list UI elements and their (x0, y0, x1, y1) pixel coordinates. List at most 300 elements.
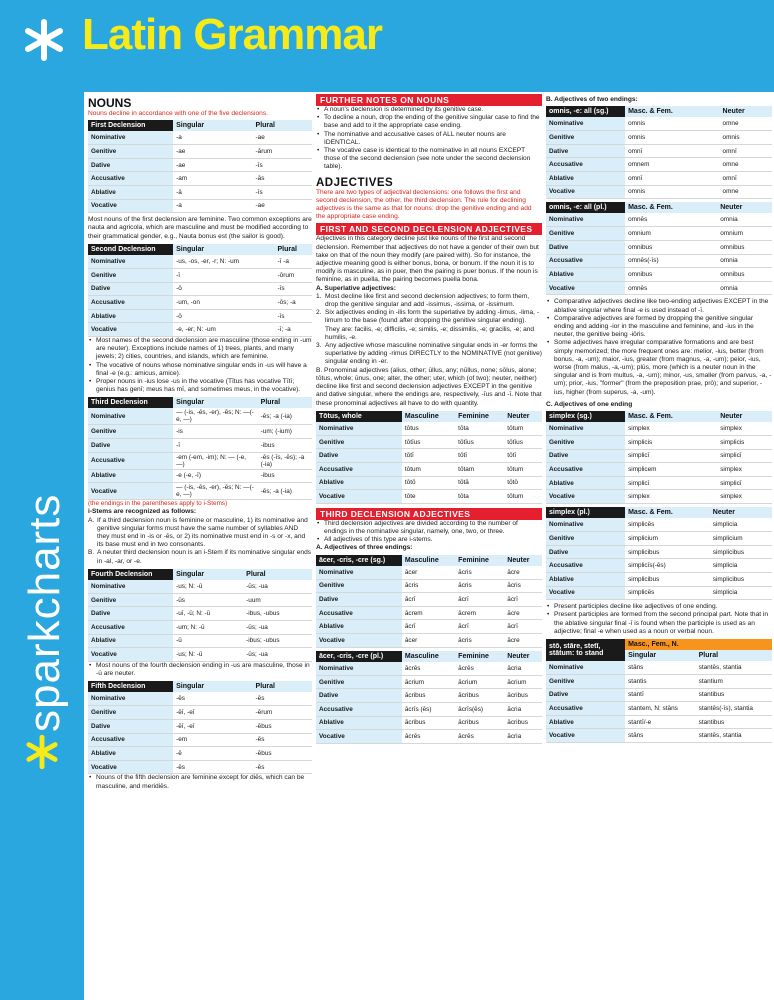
table-cell: tōtīus (455, 435, 504, 449)
table-cell: simplicium (625, 532, 710, 546)
table-row (546, 572, 772, 586)
simplex-singular-table (546, 411, 772, 504)
table-row (88, 296, 312, 310)
case-label: Vocative (546, 586, 625, 600)
second-declension-table (88, 244, 312, 337)
table-cell: stāns (625, 729, 696, 743)
table-cell: -īs (253, 158, 312, 172)
table-cell: omnium (717, 227, 772, 241)
column-header: Plural (243, 569, 312, 580)
table-cell: -ae (253, 199, 312, 213)
table-cell: -ūs; -ua (243, 648, 312, 662)
table-cell: -um; (-ium) (258, 425, 312, 439)
table-cell: -em (-em, -im); N: — (-e, —) (173, 452, 258, 469)
table-cell: -ū (173, 634, 243, 648)
table-title: First Declension (88, 120, 173, 131)
case-label: Nominative (546, 518, 625, 532)
table-row (88, 621, 312, 635)
table-row (546, 227, 772, 241)
case-label: Vocative (88, 323, 173, 337)
list-item: B. A neuter third declension noun is an i-Stem if its nominative singular ends in -al, -ar, or -e. (88, 549, 312, 565)
case-label: Accusative (546, 463, 625, 477)
table-cell: ācrīs (ēs) (402, 702, 455, 716)
table-row (88, 425, 312, 439)
table-cell: simplicibus (625, 572, 710, 586)
list-item: 2. Six adjectives ending in -ilis form the superlative by adding -limus, -lima, -limum to the base (found after dropping the genitive singular ending). They are: facilis, -e; difficilis, -e; similis, -e; dissimilis, -e; gracilis, -e; and humilis, -e. (316, 309, 540, 341)
table-row (88, 719, 312, 733)
table-cell: stantēs, stantia (696, 729, 772, 743)
column-header: Neuter (504, 555, 542, 566)
third-declension-adjectives-bar: THIRD DECLENSION ADJECTIVES (316, 508, 542, 520)
table-cell: simplicia (710, 586, 772, 600)
table-cell: ācrēs (455, 662, 504, 676)
table-cell: ācrīs(ēs) (455, 702, 504, 716)
table-cell: ācris (455, 566, 504, 580)
table-row (88, 309, 312, 323)
table-cell: simplicī (717, 476, 772, 490)
table-row (546, 490, 772, 504)
list-item: • Present participles are formed from the second principal part. Note that in the ablative singular final -ī is found when the participle is used as an adjective; final -e when used as a noun or verbal noun. (546, 611, 772, 636)
table-cell: tōtum (504, 490, 542, 504)
table-row (546, 476, 772, 490)
table-cell: ācrem (402, 606, 455, 620)
first-second-adjectives-text: Adjectives in this category decline just like nouns of the first and second declension. Remember that adjectives do not have a gender of their own but take on that of the noun they modify (are paired with). So for instance, the adjective meaning good is either bonus, bona, or bonum. If the noun it is to modify is masculine, as in puer, then the pairing is puer bonus. If the noun is feminine, as in puella, the pairing becomes puella bona. (316, 235, 539, 284)
list-item: • Most names of the second declension are masculine (those ending in -um are neuter). Exceptions include names of 1) trees, plants, and many jewels; 2) cities, countries, and islands, which are feminine. (88, 337, 312, 362)
table-cell: -ēs; -a (-ia) (258, 408, 312, 425)
table-title: Third Declension (88, 397, 173, 408)
table-row (316, 490, 542, 504)
adjectives-intro: There are two types of adjectival declensions: one follows the first and second declension, the other, the third declension. The rule for declining adjectives is the same as that for nouns: drop the genitive ending and add the appropriate case ending. (316, 188, 532, 221)
table-cell: ācria (504, 662, 542, 676)
table-row (546, 449, 772, 463)
case-label: Dative (316, 449, 402, 463)
table-row (88, 199, 312, 213)
header (0, 0, 774, 92)
case-label: Accusative (88, 172, 173, 186)
table-cell: omne (720, 117, 772, 131)
table-cell: ācris (402, 579, 455, 593)
table-cell: -ēs (173, 760, 252, 774)
table-cell: -ēs (173, 692, 252, 706)
table-cell: -īs (275, 282, 312, 296)
table-cell: omnēs(-īs) (625, 254, 717, 268)
column-header: Singular (173, 120, 252, 131)
table-cell: simplicem (625, 463, 717, 477)
stans-plural-header: Plural (696, 650, 772, 661)
table-title: simplex (sg.) (546, 411, 625, 422)
case-label: Accusative (546, 254, 625, 268)
column-header: Plural (253, 681, 312, 692)
case-label: Dative (316, 593, 402, 607)
column-header: Masculine (402, 555, 455, 566)
table-cell: simplicibus (710, 572, 772, 586)
case-label: Accusative (316, 606, 402, 620)
case-label: Nominative (316, 422, 402, 436)
table-row (546, 185, 772, 199)
table-cell: -am (173, 172, 252, 186)
table-row (316, 730, 542, 744)
case-label: Genitive (546, 436, 625, 450)
table-cell: -em (173, 733, 252, 747)
table-cell: tōtīus (504, 435, 542, 449)
table-cell: simplicēs (625, 518, 710, 532)
case-label: Genitive (88, 706, 173, 720)
table-row (88, 634, 312, 648)
column-header: Masculine (402, 411, 455, 422)
case-label: Ablative (546, 268, 625, 282)
table-cell: omnī (720, 172, 772, 186)
table-cell: -ē (173, 747, 252, 761)
table-row (546, 436, 772, 450)
superlative-heading: A. Superlative adjectives: (316, 284, 396, 292)
table-cell: omnis (625, 131, 719, 145)
case-label: Vocative (316, 730, 402, 744)
table-cell: -ī -a (275, 255, 312, 269)
table-cell: ācris (455, 579, 504, 593)
table-cell: omne (720, 158, 772, 172)
table-cell: stāns (625, 661, 696, 675)
case-label: Nominative (88, 692, 173, 706)
table-row (546, 254, 772, 268)
stans-verb-header: stō, stāre, stetī, stātum: to stand (546, 639, 625, 661)
table-cell: tōta (455, 422, 504, 436)
table-cell: omnēs (625, 213, 717, 227)
case-label: Vocative (316, 490, 402, 504)
case-label: Genitive (546, 532, 625, 546)
table-cell: simplex (717, 490, 772, 504)
table-cell: -ae (253, 131, 312, 145)
case-label: Ablative (316, 620, 402, 634)
case-label: Genitive (546, 675, 625, 689)
table-cell: stantibus (696, 688, 772, 702)
table-cell: stantēs, stantia (696, 661, 772, 675)
table-cell: -e, -er; N: -um (173, 323, 274, 337)
totus-table (316, 411, 542, 504)
list-item: A. If a third declension noun is feminine or masculine, 1) its nominative and genitive singular forms must have the same number of syllables AND they must end in -is or -ēs, or 2) its nominative must end in -s or -x, and its base must end in two consonants. (88, 516, 308, 549)
table-cell: -ōs; -a (275, 296, 312, 310)
table-cell: simplicis (717, 436, 772, 450)
table-cell: -um; N: -ū (173, 621, 243, 635)
table-cell: ācre (504, 634, 542, 648)
stans-gender-header: Masc., Fem., N. (625, 639, 772, 650)
table-cell: omnibus (717, 240, 772, 254)
table-cell: ācria (504, 702, 542, 716)
table-cell: omne (720, 185, 772, 199)
table-cell: tōte (402, 490, 455, 504)
nouns-intro: Nouns decline in accordance with one of the five declensions. (88, 110, 268, 117)
table-cell: ācer (402, 634, 455, 648)
third-declension-table (88, 397, 312, 500)
case-label: Genitive (546, 131, 625, 145)
nouns-column (88, 92, 312, 791)
brand-sidebar (0, 92, 84, 1000)
table-row (316, 579, 542, 593)
table-cell: simplex (625, 490, 717, 504)
table-cell: stantēs(-īs), stantia (696, 702, 772, 716)
first-second-adjectives-bar: FIRST AND SECOND DECLENSION ADJECTIVES (316, 223, 542, 235)
table-cell: ācrium (455, 675, 504, 689)
table-cell: -ae (173, 158, 252, 172)
i-stem-paren-note: (the endings in the parentheses apply to i-Stems) (88, 500, 228, 508)
table-row (546, 661, 772, 675)
adjectives-column (316, 92, 542, 744)
table-cell: -a (173, 199, 252, 213)
list-item: • Comparative adjectives decline like two-ending adjectives EXCEPT in the ablative singular where final -e is used instead of -ī. (546, 298, 772, 314)
table-title: simplex (pl.) (546, 507, 625, 518)
table-row (316, 449, 542, 463)
table-row (88, 747, 312, 761)
case-label: Genitive (316, 579, 402, 593)
table-row (88, 131, 312, 145)
two-endings-heading: B. Adjectives of two endings: (546, 96, 638, 103)
table-cell: -us, -os, -er, -r; N: -um (173, 255, 274, 269)
table-cell: ācrī (455, 620, 504, 634)
table-cell: -is (173, 425, 258, 439)
case-label: Dative (88, 607, 173, 621)
table-title: Fifth Declension (88, 681, 173, 692)
case-label: Dative (88, 282, 173, 296)
table-row (546, 688, 772, 702)
table-cell: -a (173, 131, 252, 145)
case-label: Ablative (88, 469, 173, 483)
table-row (546, 144, 772, 158)
case-label: Dative (546, 688, 625, 702)
table-cell: -ūs; -ua (243, 621, 312, 635)
column-header: Masc. & Fem. (625, 202, 717, 213)
table-cell: -ārum (253, 145, 312, 159)
case-label: Genitive (88, 425, 173, 439)
asterisk-icon (22, 18, 66, 62)
table-row (546, 463, 772, 477)
table-row (88, 145, 312, 159)
table-cell: ācribus (455, 716, 504, 730)
case-label: Ablative (88, 747, 173, 761)
list-item: • All adjectives of this type are i-stems. (316, 536, 542, 544)
table-cell: -um, -on (173, 296, 274, 310)
table-row (316, 689, 542, 703)
list-item: • Proper nouns in -ius lose -us in the vocative (Tītus has vocative Tītī; genius has genī; meus has mī, and sometimes meus, in the vocative). (88, 378, 312, 394)
table-cell: ācre (504, 566, 542, 580)
column-header: Feminine (455, 651, 504, 662)
table-row (88, 593, 312, 607)
table-row (316, 634, 542, 648)
column-header: Neuter (710, 507, 772, 518)
table-cell: ācrī (504, 620, 542, 634)
table-row (88, 172, 312, 186)
table-cell: -ēī, -eī (173, 719, 252, 733)
column-header: Feminine (455, 555, 504, 566)
acer-plural-table (316, 651, 542, 744)
table-cell: ācrem (455, 606, 504, 620)
table-row (546, 675, 772, 689)
table-cell: omnibus (625, 240, 717, 254)
table-cell: omnī (720, 144, 772, 158)
table-cell: ācrēs (402, 662, 455, 676)
table-row (546, 158, 772, 172)
table-title: Second Declension (88, 244, 173, 255)
table-title: Fourth Declension (88, 569, 173, 580)
table-cell: omnibus (625, 268, 717, 282)
table-title: ācer, -cris, -cre (pl.) (316, 651, 402, 662)
table-cell: tōtum (504, 422, 542, 436)
case-label: Nominative (88, 580, 173, 594)
table-cell: simplicium (710, 532, 772, 546)
fourth-declension-table (88, 569, 312, 662)
case-label: Nominative (546, 213, 625, 227)
case-label: Genitive (88, 593, 173, 607)
case-label: Dative (546, 144, 625, 158)
table-cell: tōtum (402, 462, 455, 476)
table-row (546, 213, 772, 227)
table-row (88, 706, 312, 720)
case-label: Accusative (88, 621, 173, 635)
table-row (88, 483, 312, 500)
asterisk-icon (24, 734, 60, 770)
case-label: Ablative (316, 476, 402, 490)
second-declension-notes (88, 337, 312, 394)
pronominal-adjectives-text: B. Pronominal adjectives (alius, other; ūllus, any; nūllus, none; sōlus, alone; tōtus, whole; ūnus, one; alter, the other; uter, which (of two); neuter, neither) decline like first and second declension adjectives EXCEPT in the genitive and dative singular, where the endings are, respectively, -īus and -ī. Note that these pronominal adjectives all have to do with quantity. (316, 366, 542, 407)
table-row (316, 702, 542, 716)
table-cell: -ēbus (253, 719, 312, 733)
table-row (88, 469, 312, 483)
table-cell: — (-is, -ēs, -er), -ēs; N: —(-e, —) (173, 483, 258, 500)
column-header: Singular (173, 569, 243, 580)
table-cell: -īs (275, 309, 312, 323)
table-cell: stantī/-e (625, 715, 696, 729)
case-label: Vocative (546, 281, 625, 295)
table-cell: tōtīus (402, 435, 455, 449)
table-row (88, 186, 312, 200)
table-cell: omnī (625, 172, 719, 186)
table-cell: simplicibus (625, 545, 710, 559)
list-item: • To decline a noun, drop the ending of the genitive singular case to find the base and add to it the appropriate case ending. (316, 114, 542, 130)
table-cell: omnia (717, 213, 772, 227)
table-cell: ācria (504, 730, 542, 744)
table-cell: ācribus (402, 716, 455, 730)
table-row (546, 702, 772, 716)
list-item: • Present participles decline like adjectives of one ending. (546, 603, 772, 611)
table-cell: -ās (253, 172, 312, 186)
table-cell: ācrī (402, 620, 455, 634)
table-row (88, 323, 312, 337)
table-cell: stantibus (696, 715, 772, 729)
table-cell: ācrium (504, 675, 542, 689)
table-cell: -ēbus (253, 747, 312, 761)
table-cell: -ī; -a (275, 323, 312, 337)
table-row (316, 422, 542, 436)
case-label: Ablative (316, 716, 402, 730)
table-cell: -ō (173, 309, 274, 323)
table-cell: ācribus (504, 689, 542, 703)
table-row (88, 158, 312, 172)
fourth-declension-note: • Most nouns of the fourth declension ending in -us are masculine, those in -ū are neuter. (88, 662, 312, 678)
table-row (88, 408, 312, 425)
table-cell: -ēs; -a (-ia) (258, 483, 312, 500)
table-cell: tōtam (455, 462, 504, 476)
column-header: Neuter (720, 106, 772, 117)
case-label: Nominative (546, 661, 625, 675)
table-cell: simplicī (625, 476, 717, 490)
table-title: ācer, -cris, -cre (sg.) (316, 555, 402, 566)
table-cell: simplicis (625, 436, 717, 450)
participle-notes (546, 603, 772, 636)
table-row (316, 606, 542, 620)
case-label: Vocative (88, 199, 173, 213)
column-header: Singular (173, 244, 274, 255)
table-title: omnis, -e: all (pl.) (546, 202, 625, 213)
column-header: Masculine (402, 651, 455, 662)
table-cell: -ī (173, 438, 258, 452)
table-cell: simplicī (717, 449, 772, 463)
table-cell: -ūs (173, 593, 243, 607)
table-cell: tōtō (504, 476, 542, 490)
table-row (316, 620, 542, 634)
table-cell: -uī, -ū; N: -ū (173, 607, 243, 621)
case-label: Accusative (546, 559, 625, 573)
table-cell: ācrium (402, 675, 455, 689)
table-cell: simplicīs(-ēs) (625, 559, 710, 573)
table-cell: simplex (717, 422, 772, 436)
case-label: Ablative (88, 634, 173, 648)
i-stem-heading: i-Stems are recognized as follows: (88, 508, 197, 516)
table-cell: ācrī (504, 593, 542, 607)
one-ending-heading: C. Adjectives of one ending (546, 400, 633, 408)
table-row (316, 675, 542, 689)
table-cell: stantī (625, 688, 696, 702)
table-cell: omnis (720, 131, 772, 145)
table-cell: simplicia (710, 518, 772, 532)
table-row (546, 545, 772, 559)
table-cell: -ēs (253, 692, 312, 706)
table-cell: -e (-e, -ī) (173, 469, 258, 483)
case-label: Vocative (88, 483, 173, 500)
list-item: • Third declension adjectives are divided according to the number of endings in the nominative singular, namely, one, two, or three. (316, 520, 542, 536)
acer-singular-table (316, 555, 542, 648)
table-row (546, 422, 772, 436)
case-label: Genitive (546, 227, 625, 241)
chart-content (84, 92, 774, 1000)
table-cell: -us; N: -ū (173, 648, 243, 662)
table-row (546, 117, 772, 131)
table-cell: tōta (455, 490, 504, 504)
table-row (546, 586, 772, 600)
table-cell: ācribus (504, 716, 542, 730)
table-cell: ācer (402, 566, 455, 580)
table-cell: -uum (243, 593, 312, 607)
case-label: Accusative (88, 733, 173, 747)
case-label: Ablative (546, 172, 625, 186)
list-item: • Some adjectives have irregular comparative formations and are best simply memorized; the more frequent ones are: melior, -ius, better (from bonus, -a, -um); maior, -ius, greater (from magnus, -a, -um); peior, -ius, worse (from malus, -a,-um); plūs, more (which is a neuter noun in the singular and is from multus, -a, -um); minor, -us, smaller (from parvus, -a, -um); prior, -ius, "former" (from the preposition prae, prō); and superior, -ius, higher (from superus, -a, -um). (546, 339, 772, 396)
table-cell: -ibus (258, 469, 312, 483)
case-label: Vocative (88, 760, 173, 774)
case-label: Dative (88, 158, 173, 172)
column-header: Neuter (717, 411, 772, 422)
table-cell: -īs (253, 186, 312, 200)
case-label: Vocative (546, 729, 625, 743)
nouns-heading: NOUNS (88, 96, 132, 110)
table-row (316, 716, 542, 730)
simplex-plural-table (546, 507, 772, 600)
case-label: Dative (546, 240, 625, 254)
table-row (88, 282, 312, 296)
table-row (88, 607, 312, 621)
table-cell: -ūs; -ua (243, 580, 312, 594)
table-row (316, 462, 542, 476)
case-label: Vocative (316, 634, 402, 648)
table-cell: stantis (625, 675, 696, 689)
table-cell: omnia (717, 281, 772, 295)
omnis-plural-table (546, 202, 772, 295)
